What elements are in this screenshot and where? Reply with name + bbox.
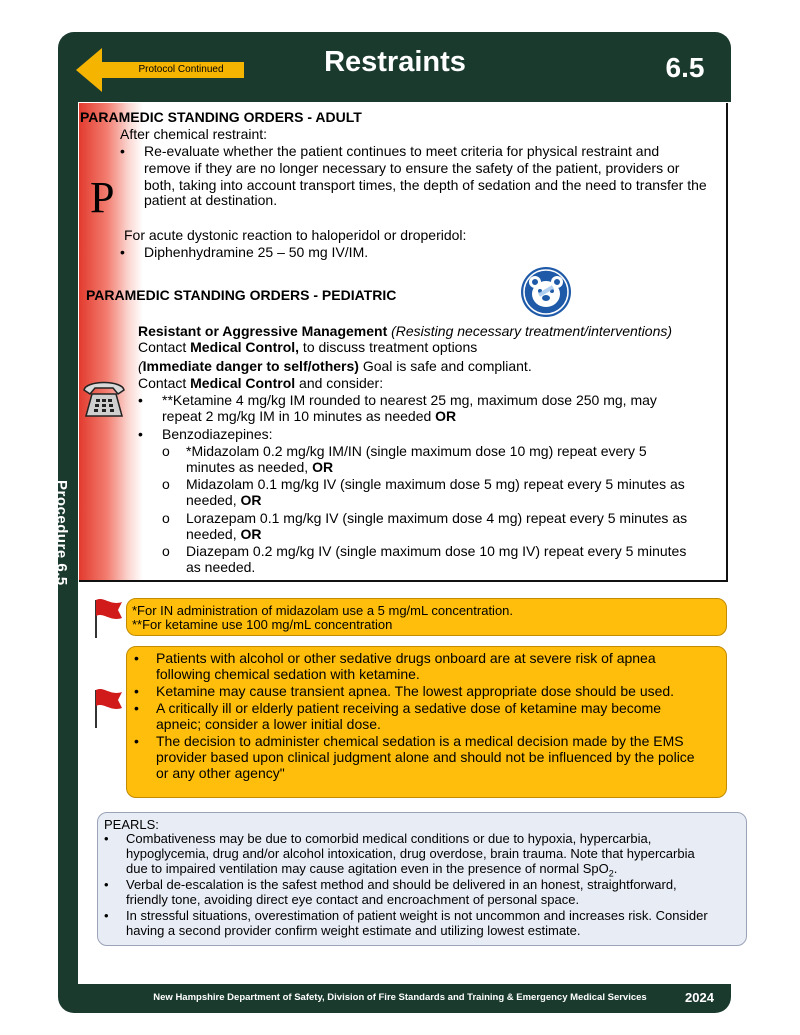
pediatric-bear-icon — [520, 266, 572, 318]
apnea-warning-line: following chemical sedation with ketamine. — [156, 666, 420, 682]
midazolam-in-line: *Midazolam 0.2 mg/kg IM/IN (single maximum dose 10 mg) repeat every 5 — [186, 443, 647, 459]
side-protocol-label — [53, 480, 78, 620]
midazolam-in-line: minutes as needed, OR — [186, 459, 334, 475]
sub-bullet-marker: o — [162, 476, 170, 492]
lorazepam-line: Lorazepam 0.1 mg/kg IV (single maximum dose 4 mg) repeat every 5 minutes as — [186, 510, 688, 526]
diazepam-line: as needed. — [186, 559, 256, 575]
bullet-marker: • — [138, 392, 143, 408]
ketamine-concentration-note: **For ketamine use 100 mg/mL concentration — [132, 617, 393, 632]
protocol-continued-button[interactable] — [76, 48, 246, 92]
bullet-marker: • — [120, 244, 125, 260]
resistant-management-line — [138, 323, 672, 340]
telephone-icon — [80, 374, 128, 422]
side-label-text: Procedure 6.5 — [53, 480, 70, 586]
pearl-combativeness-line: Combativeness may be due to comorbid medical conditions or due to hypoxia, hypercarbia, — [126, 831, 652, 846]
protocol-continued-label: Protocol Continued — [138, 64, 224, 75]
sub-bullet-marker: o — [162, 510, 170, 526]
sedation-decision-line: provider based upon clinical judgment alone and should not be influenced by the police — [156, 749, 695, 765]
ketamine-line: repeat 2 mg/kg IM in 10 minutes as needed OR — [162, 408, 457, 424]
reevaluate-line: patient at destination. — [144, 192, 278, 208]
bullet-marker: • — [104, 877, 109, 892]
pearl-combativeness-line: due to impaired ventilation may cause agitation even in the presence of normal SpO$_2$. — [126, 861, 618, 879]
bullet-marker: • — [134, 683, 139, 699]
sub-bullet-marker: o — [162, 443, 170, 459]
critically-ill-warning-line: apneic; consider a lower initial dose. — [156, 716, 381, 732]
diphenhydramine-text: Diphenhydramine 25 – 50 mg IV/IM. — [144, 244, 369, 260]
pearl-weight-line: In stressful situations, overestimation of patient weight is not uncommon and increases risk. Consider — [126, 908, 708, 923]
contact-medical-control-consider-line: Contact Medical Control and consider: — [138, 375, 384, 391]
reevaluate-line: remove if they are no longer necessary to ensure the safety of the patient, providers or — [144, 160, 680, 176]
sedation-decision-line: The decision to administer chemical sedation is a medical decision made by the EMS — [156, 733, 684, 749]
red-flag-icon — [88, 596, 124, 640]
bullet-marker: • — [134, 700, 139, 716]
bullet-marker: • — [120, 143, 125, 159]
contact-medical-control-line: Contact Medical Control, to discuss treatment options — [138, 339, 478, 355]
critically-ill-warning-line: A critically ill or elderly patient receiving a sedative dose of ketamine may become — [156, 700, 662, 716]
paramedic-level-letter: P — [90, 173, 115, 222]
resistant-description: (Resisting necessary treatment/interventions) — [391, 323, 673, 339]
page-title: Restraints — [324, 46, 466, 78]
pearl-deescalation-line: friendly tone, avoiding direct eye contact and encroachment of personal space. — [126, 892, 580, 907]
footer-agency-text: New Hampshire Department of Safety, Division of Fire Standards and Training & Emergency Medical Services — [153, 992, 647, 1003]
pearl-weight-line: having a second provider confirm weight estimate and utilizing lowest estimate. — [126, 923, 581, 938]
transient-apnea-warning: Ketamine may cause transient apnea. The lowest appropriate dose should be used. — [156, 683, 675, 699]
sedation-decision-line: or any other agency" — [156, 765, 285, 781]
midazolam-concentration-note: *For IN administration of midazolam use a 5 mg/mL concentration. — [132, 603, 514, 618]
pearls-title: PEARLS: — [104, 817, 159, 832]
diazepam-line: Diazepam 0.2 mg/kg IV (single maximum dose 10 mg IV) repeat every 5 minutes — [186, 543, 687, 559]
midazolam-iv-line: Midazolam 0.1 mg/kg IV (single maximum dose 5 mg) repeat every 5 minutes as — [186, 476, 685, 492]
red-flag-icon — [88, 686, 124, 730]
pearl-combativeness-line: hypoglycemia, drug and/or alcohol intoxication, drug overdose, brain trauma. Note that hypercarbia — [126, 846, 695, 861]
midazolam-iv-line: needed, OR — [186, 492, 262, 508]
after-chemical-restraint-text: After chemical restraint: — [120, 126, 268, 142]
sub-bullet-marker: o — [162, 543, 170, 559]
protocol-number: 6.5 — [665, 52, 705, 83]
reevaluate-line: Re-evaluate whether the patient continues to meet criteria for physical restraint and — [144, 143, 660, 159]
resistant-label: Resistant or Aggressive Management — [138, 323, 388, 339]
reevaluate-line: both, taking into account transport times, the depth of sedation and the need to transfer the — [144, 177, 707, 193]
apnea-warning-line: Patients with alcohol or other sedative drugs onboard are at severe risk of apnea — [156, 650, 656, 666]
bullet-marker: • — [134, 650, 139, 666]
immediate-danger-line: (Immediate danger to self/others) Goal is safe and compliant. — [138, 358, 532, 374]
bullet-marker: • — [104, 831, 109, 846]
dystonic-reaction-text: For acute dystonic reaction to haloperidol or droperidol: — [124, 227, 467, 243]
ketamine-line: **Ketamine 4 mg/kg IM rounded to nearest 25 mg, maximum dose 250 mg, may — [162, 392, 657, 408]
bullet-marker: • — [138, 426, 143, 442]
bullet-marker: • — [134, 733, 139, 749]
pediatric-orders-heading: PARAMEDIC STANDING ORDERS - PEDIATRIC — [86, 287, 397, 303]
footer-year: 2024 — [685, 990, 714, 1005]
benzodiazepines-label: Benzodiazepines: — [162, 426, 273, 442]
adult-orders-heading: PARAMEDIC STANDING ORDERS - ADULT — [80, 109, 362, 125]
pearl-deescalation-line: Verbal de-escalation is the safest method and should be delivered in an honest, straightforward, — [126, 877, 677, 892]
bullet-marker: • — [104, 908, 109, 923]
lorazepam-line: needed, OR — [186, 526, 262, 542]
